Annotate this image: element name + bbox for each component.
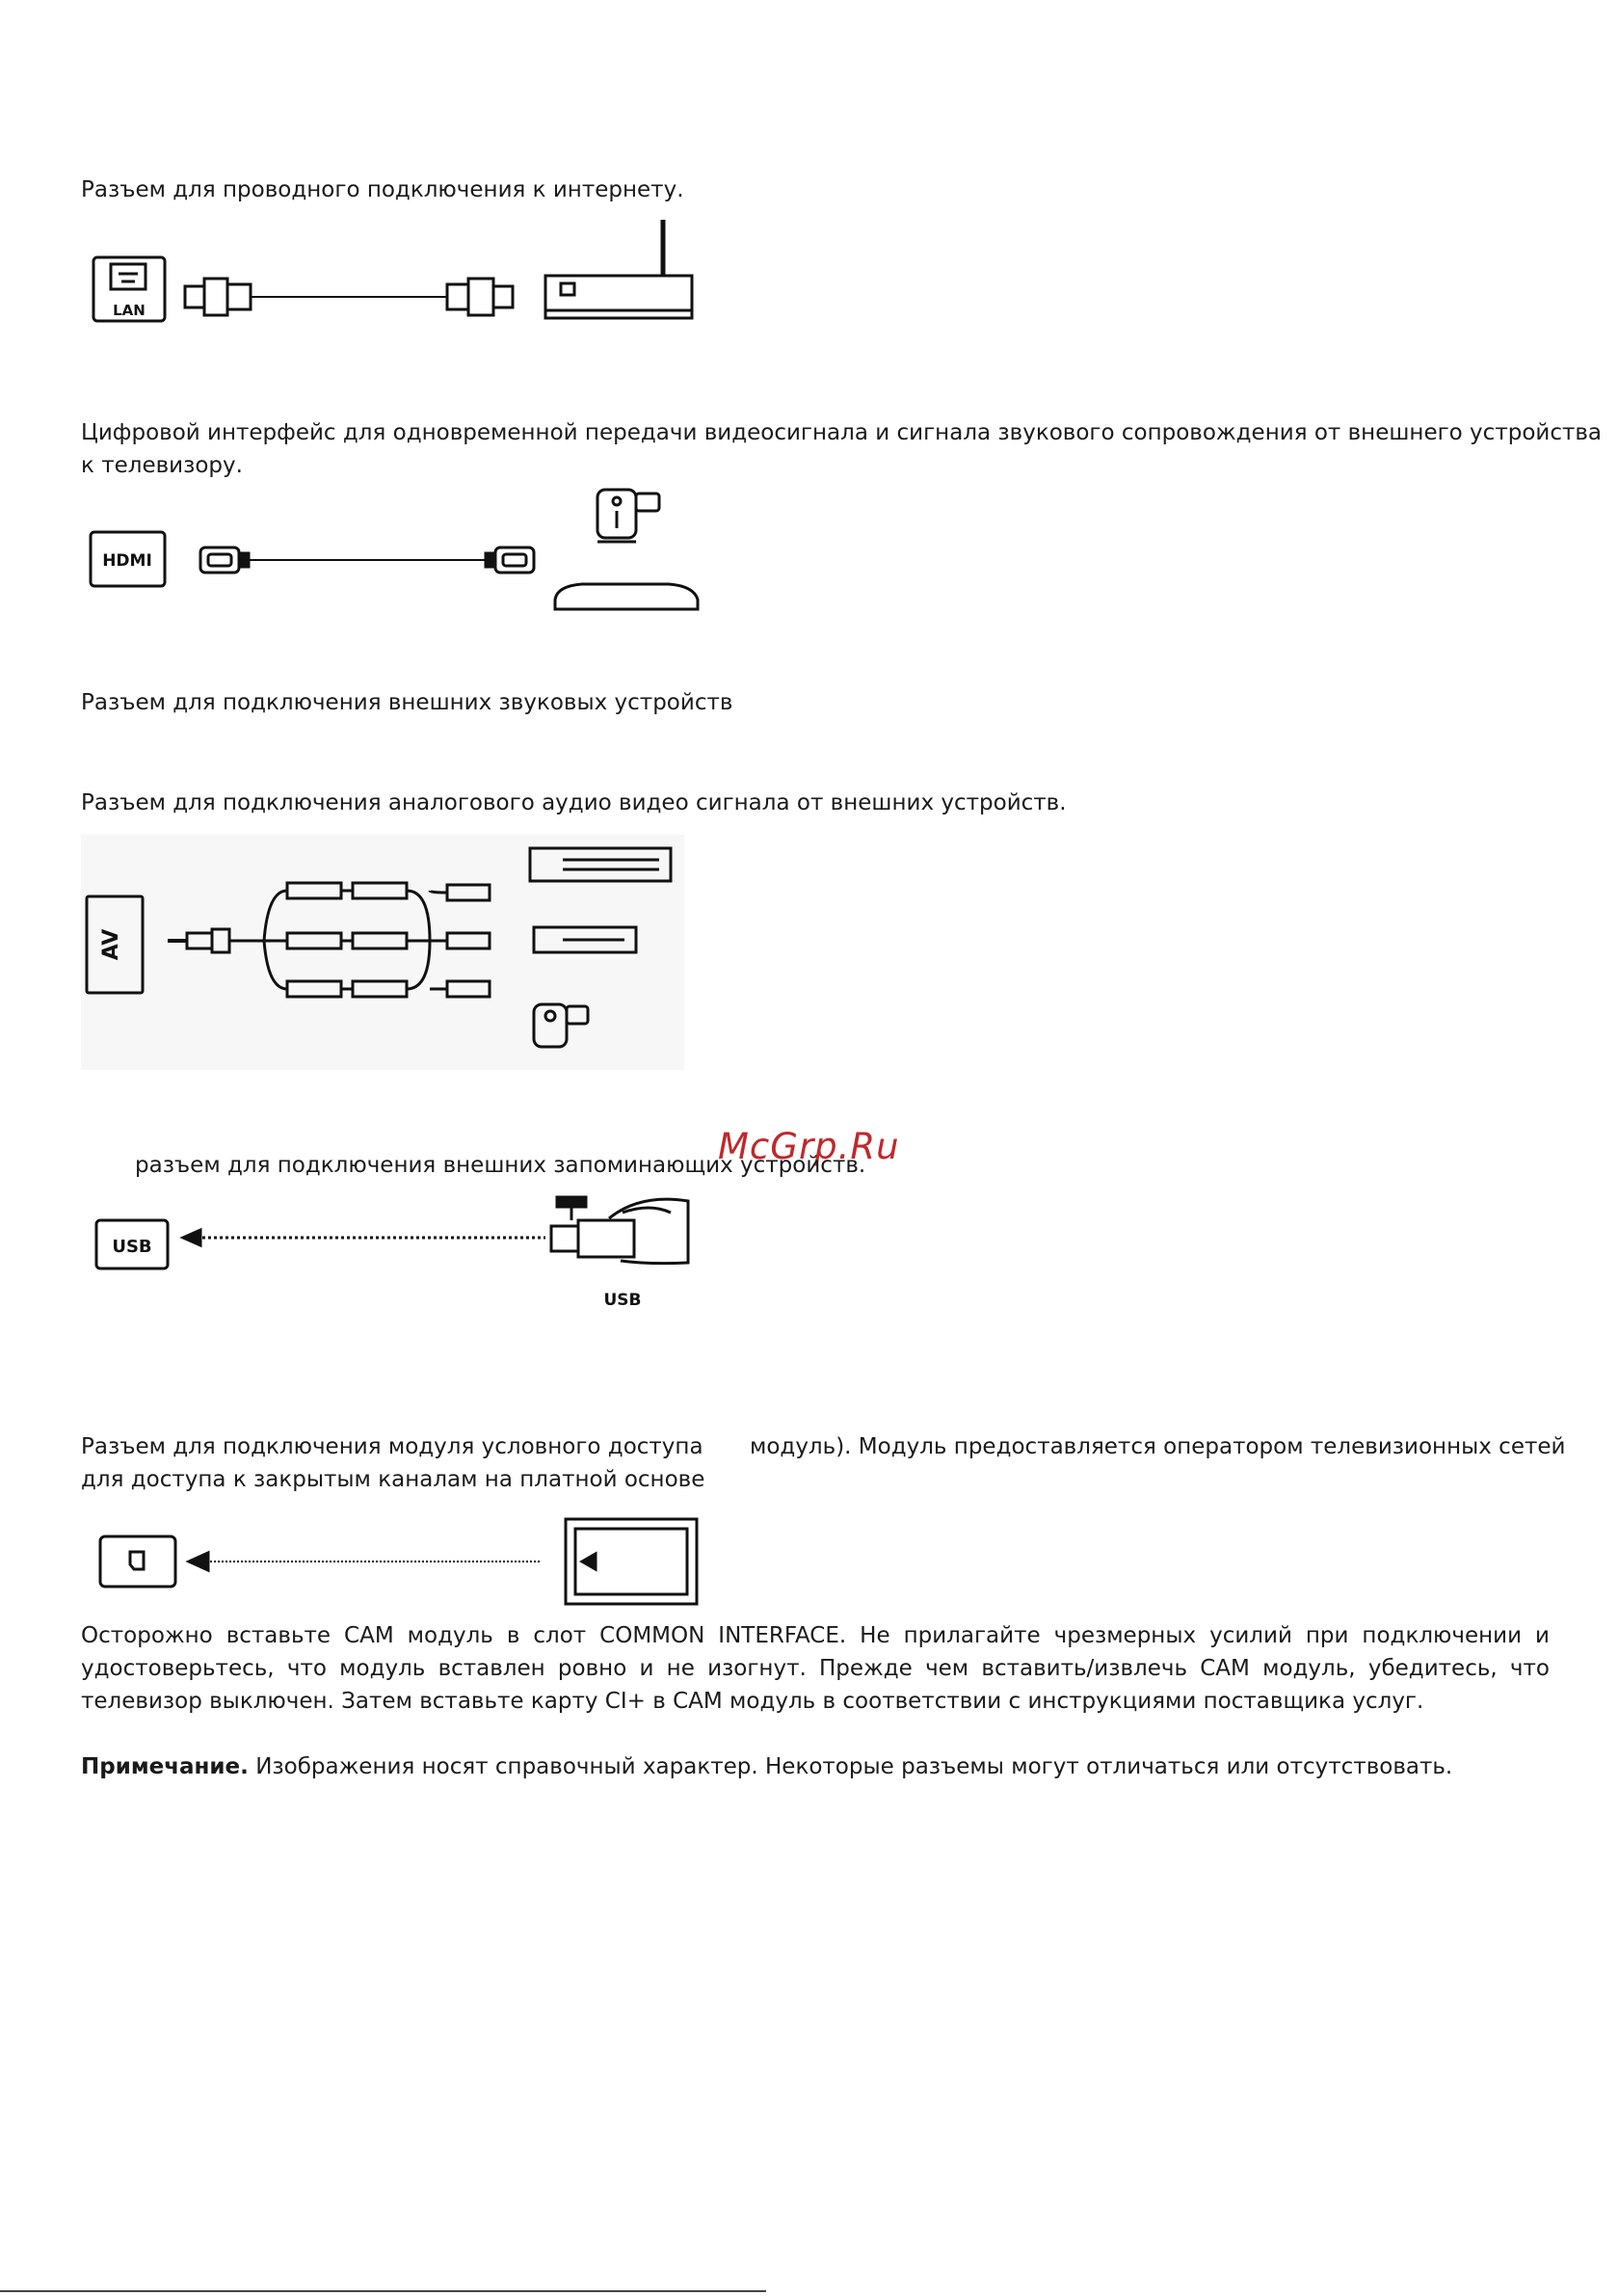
usb-caption: разъем для подключения внешних запоминающих устройств.	[135, 1153, 866, 1178]
ci-instructions: Осторожно вставьте CAM модуль в слот COMMON INTERFACE. Не прилагайте чрезмерных усилий при подключении и удостоверьтесь, что модуль вставлен ровно и не изогнут. Прежде чем вставить/извлечь CAM модуль, убедитесь, что телевизор выключен. Затем вставьте карту CI+ в CAM модуль в соответствии с инструкциями поставщика услуг.	[81, 1623, 1550, 1714]
ci-diagram	[81, 1511, 707, 1608]
ci-caption-line2: для доступа к закрытым каналам на платной основе	[81, 1467, 705, 1492]
lan-plug-right	[447, 284, 468, 309]
note-label: Примечание.	[81, 1754, 249, 1779]
usb-diagram	[81, 1184, 707, 1309]
hdmi-caption-line1: Цифровой интерфейс для одновременной передачи видеосигнала и сигнала звукового сопровождения от внешнего устройства	[81, 420, 1603, 445]
hdmi-plug-left	[200, 547, 239, 573]
hdmi-plug-right	[495, 547, 534, 573]
lan-port-label: LAN	[113, 302, 146, 319]
lan-socket-icon	[111, 264, 146, 289]
lan-diagram	[81, 214, 707, 330]
usb-drive-icon	[551, 1226, 578, 1251]
hdmi-port-label: HDMI	[102, 551, 152, 571]
audio-caption: Разъем для подключения внешних звуковых устройств	[81, 690, 733, 715]
hdmi-caption-line2: к телевизору.	[81, 453, 243, 478]
player-device-icon	[555, 584, 698, 609]
bottom-rule	[0, 2290, 766, 2292]
note-text: Изображения носят справочный характер. Некоторые разъемы могут отличаться или отсутствовать.	[248, 1754, 1453, 1779]
ci-caption-line1-b: модуль). Модуль предоставляется оператором телевизионных сетей	[750, 1434, 1566, 1459]
lan-plug-left	[204, 279, 227, 315]
av-diagram	[81, 835, 698, 1076]
ci-caption-line1-a: Разъем для подключения модуля условного доступа	[81, 1434, 703, 1459]
ci-slot-icon	[100, 1536, 175, 1587]
hdmi-diagram	[81, 482, 707, 622]
note	[81, 1750, 1452, 1783]
av-caption: Разъем для подключения аналогового аудио видео сигнала от внешних устройств.	[81, 790, 1067, 815]
usb-port-label: USB	[112, 1237, 152, 1257]
lan-caption: Разъем для проводного подключения к интернету.	[81, 177, 684, 202]
watermark: McGrp.Ru	[718, 1126, 900, 1167]
av-port-label: AV	[99, 928, 123, 961]
usb-device-label: USB	[603, 1291, 642, 1309]
